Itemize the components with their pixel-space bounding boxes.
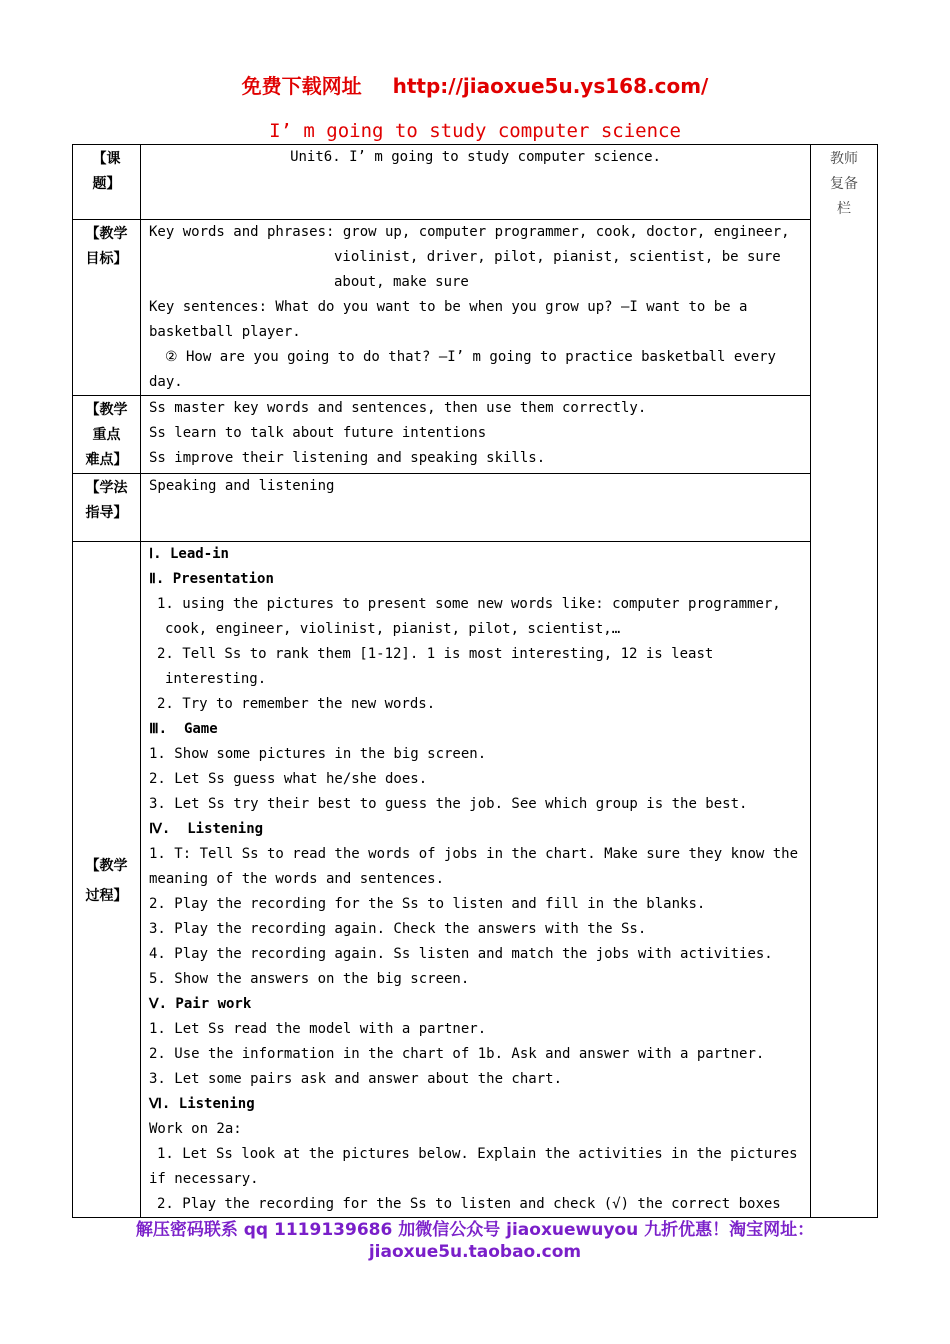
process-line: cook, engineer, violinist, pianist, pilot, scientist,… <box>165 621 621 637</box>
focus-line: Ss improve their listening and speaking skills. <box>149 450 546 466</box>
process-line: 4. Play the recording again. Ss listen and match the jobs with activities. <box>149 946 773 962</box>
process-line: 1. T: Tell Ss to read the words of jobs in the chart. Make sure they know the <box>149 846 799 862</box>
label-method: 【学法 指导】 <box>73 474 141 542</box>
footer-banner <box>0 1219 950 1263</box>
row-method <box>73 474 878 542</box>
process-line: 2. Try to remember the new words. <box>157 696 436 712</box>
process-line: 2. Play the recording for the Ss to listen and fill in the blanks. <box>149 896 706 912</box>
goals-line: ② How are you going to do that? —I’ m going to practice basketball every <box>165 349 776 365</box>
section-heading: Ⅴ. Pair work <box>149 996 252 1012</box>
goals-line: Key sentences: What do you want to be when you grow up? —I want to be a <box>149 299 748 315</box>
goals-content <box>141 220 811 396</box>
label-focus: 【教学 重点 难点】 <box>73 396 141 474</box>
process-line: 2. Tell Ss to rank them [1-12]. 1 is most interesting, 12 is least <box>157 646 714 662</box>
row-goals <box>73 220 878 396</box>
method-content: Speaking and listening <box>141 474 811 542</box>
label-process: 【教学 过程】 <box>73 542 141 1218</box>
section-heading: Ⅵ. Listening <box>149 1096 255 1112</box>
process-content <box>141 542 811 1218</box>
section-heading: Ⅱ. Presentation <box>149 571 274 587</box>
row-process <box>73 542 878 1218</box>
process-line: 3. Let some pairs ask and answer about the chart. <box>149 1071 563 1087</box>
teacher-notes-column <box>811 145 878 1218</box>
footer-line-1: 解压密码联系 qq 1119139686 加微信公众号 jiaoxuewuyou 九折优惠！淘宝网址： <box>135 1220 815 1240</box>
topic-content: Unit6. I’ m going to study computer science. <box>141 145 811 220</box>
side-label-1: 教师 <box>830 151 858 167</box>
document-title: I’ m going to study computer science <box>269 120 681 142</box>
section-heading: Ⅰ. Lead-in <box>149 546 229 562</box>
header-banner <box>0 70 950 99</box>
process-line: 2. Play the recording for the Ss to listen and check (√) the correct boxes <box>157 1196 781 1212</box>
goals-line: day. <box>149 374 183 390</box>
process-line: 2. Let Ss guess what he/she does. <box>149 771 428 787</box>
footer-line-2[interactable]: jiaoxue5u.taobao.com <box>368 1242 582 1262</box>
process-line: 3. Play the recording again. Check the answers with the Ss. <box>149 921 647 937</box>
process-line: 1. Let Ss look at the pictures below. Explain the activities in the pictures <box>157 1146 798 1162</box>
side-label-3: 栏 <box>837 201 851 217</box>
header-url-link[interactable]: http://jiaoxue5u.ys168.com/ <box>392 74 709 98</box>
section-heading: Ⅳ. Listening <box>149 821 264 837</box>
goals-line: basketball player. <box>149 324 301 340</box>
process-line: 3. Let Ss try their best to guess the job. See which group is the best. <box>149 796 748 812</box>
row-topic <box>73 145 878 220</box>
process-line: Work on 2a: <box>149 1121 242 1137</box>
goals-line: violinist, driver, pilot, pianist, scientist, be sure <box>334 249 781 265</box>
header-prefix: 免费下载网址 <box>241 74 362 98</box>
goals-line: Key words and phrases: grow up, computer programmer, cook, doctor, engineer, <box>149 224 790 240</box>
label-topic: 【课 题】 <box>73 145 141 220</box>
focus-line: Ss learn to talk about future intentions <box>149 425 487 441</box>
process-line: 1. Let Ss read the model with a partner. <box>149 1021 487 1037</box>
lesson-plan-table <box>72 144 878 1218</box>
process-line: 1. using the pictures to present some new words like: computer programmer, <box>157 596 781 612</box>
focus-content <box>141 396 811 474</box>
focus-line: Ss master key words and sentences, then use them correctly. <box>149 400 647 416</box>
process-line: meaning of the words and sentences. <box>149 871 445 887</box>
process-line: 5. Show the answers on the big screen. <box>149 971 470 987</box>
side-label-2: 复备 <box>830 176 858 192</box>
section-heading: Ⅲ. Game <box>149 721 218 737</box>
process-line: interesting. <box>165 671 267 687</box>
process-line: 1. Show some pictures in the big screen. <box>149 746 487 762</box>
label-goals: 【教学 目标】 <box>73 220 141 396</box>
row-focus <box>73 396 878 474</box>
goals-line: about, make sure <box>334 274 469 290</box>
process-line: if necessary. <box>149 1171 259 1187</box>
process-line: 2. Use the information in the chart of 1b. Ask and answer with a partner. <box>149 1046 765 1062</box>
